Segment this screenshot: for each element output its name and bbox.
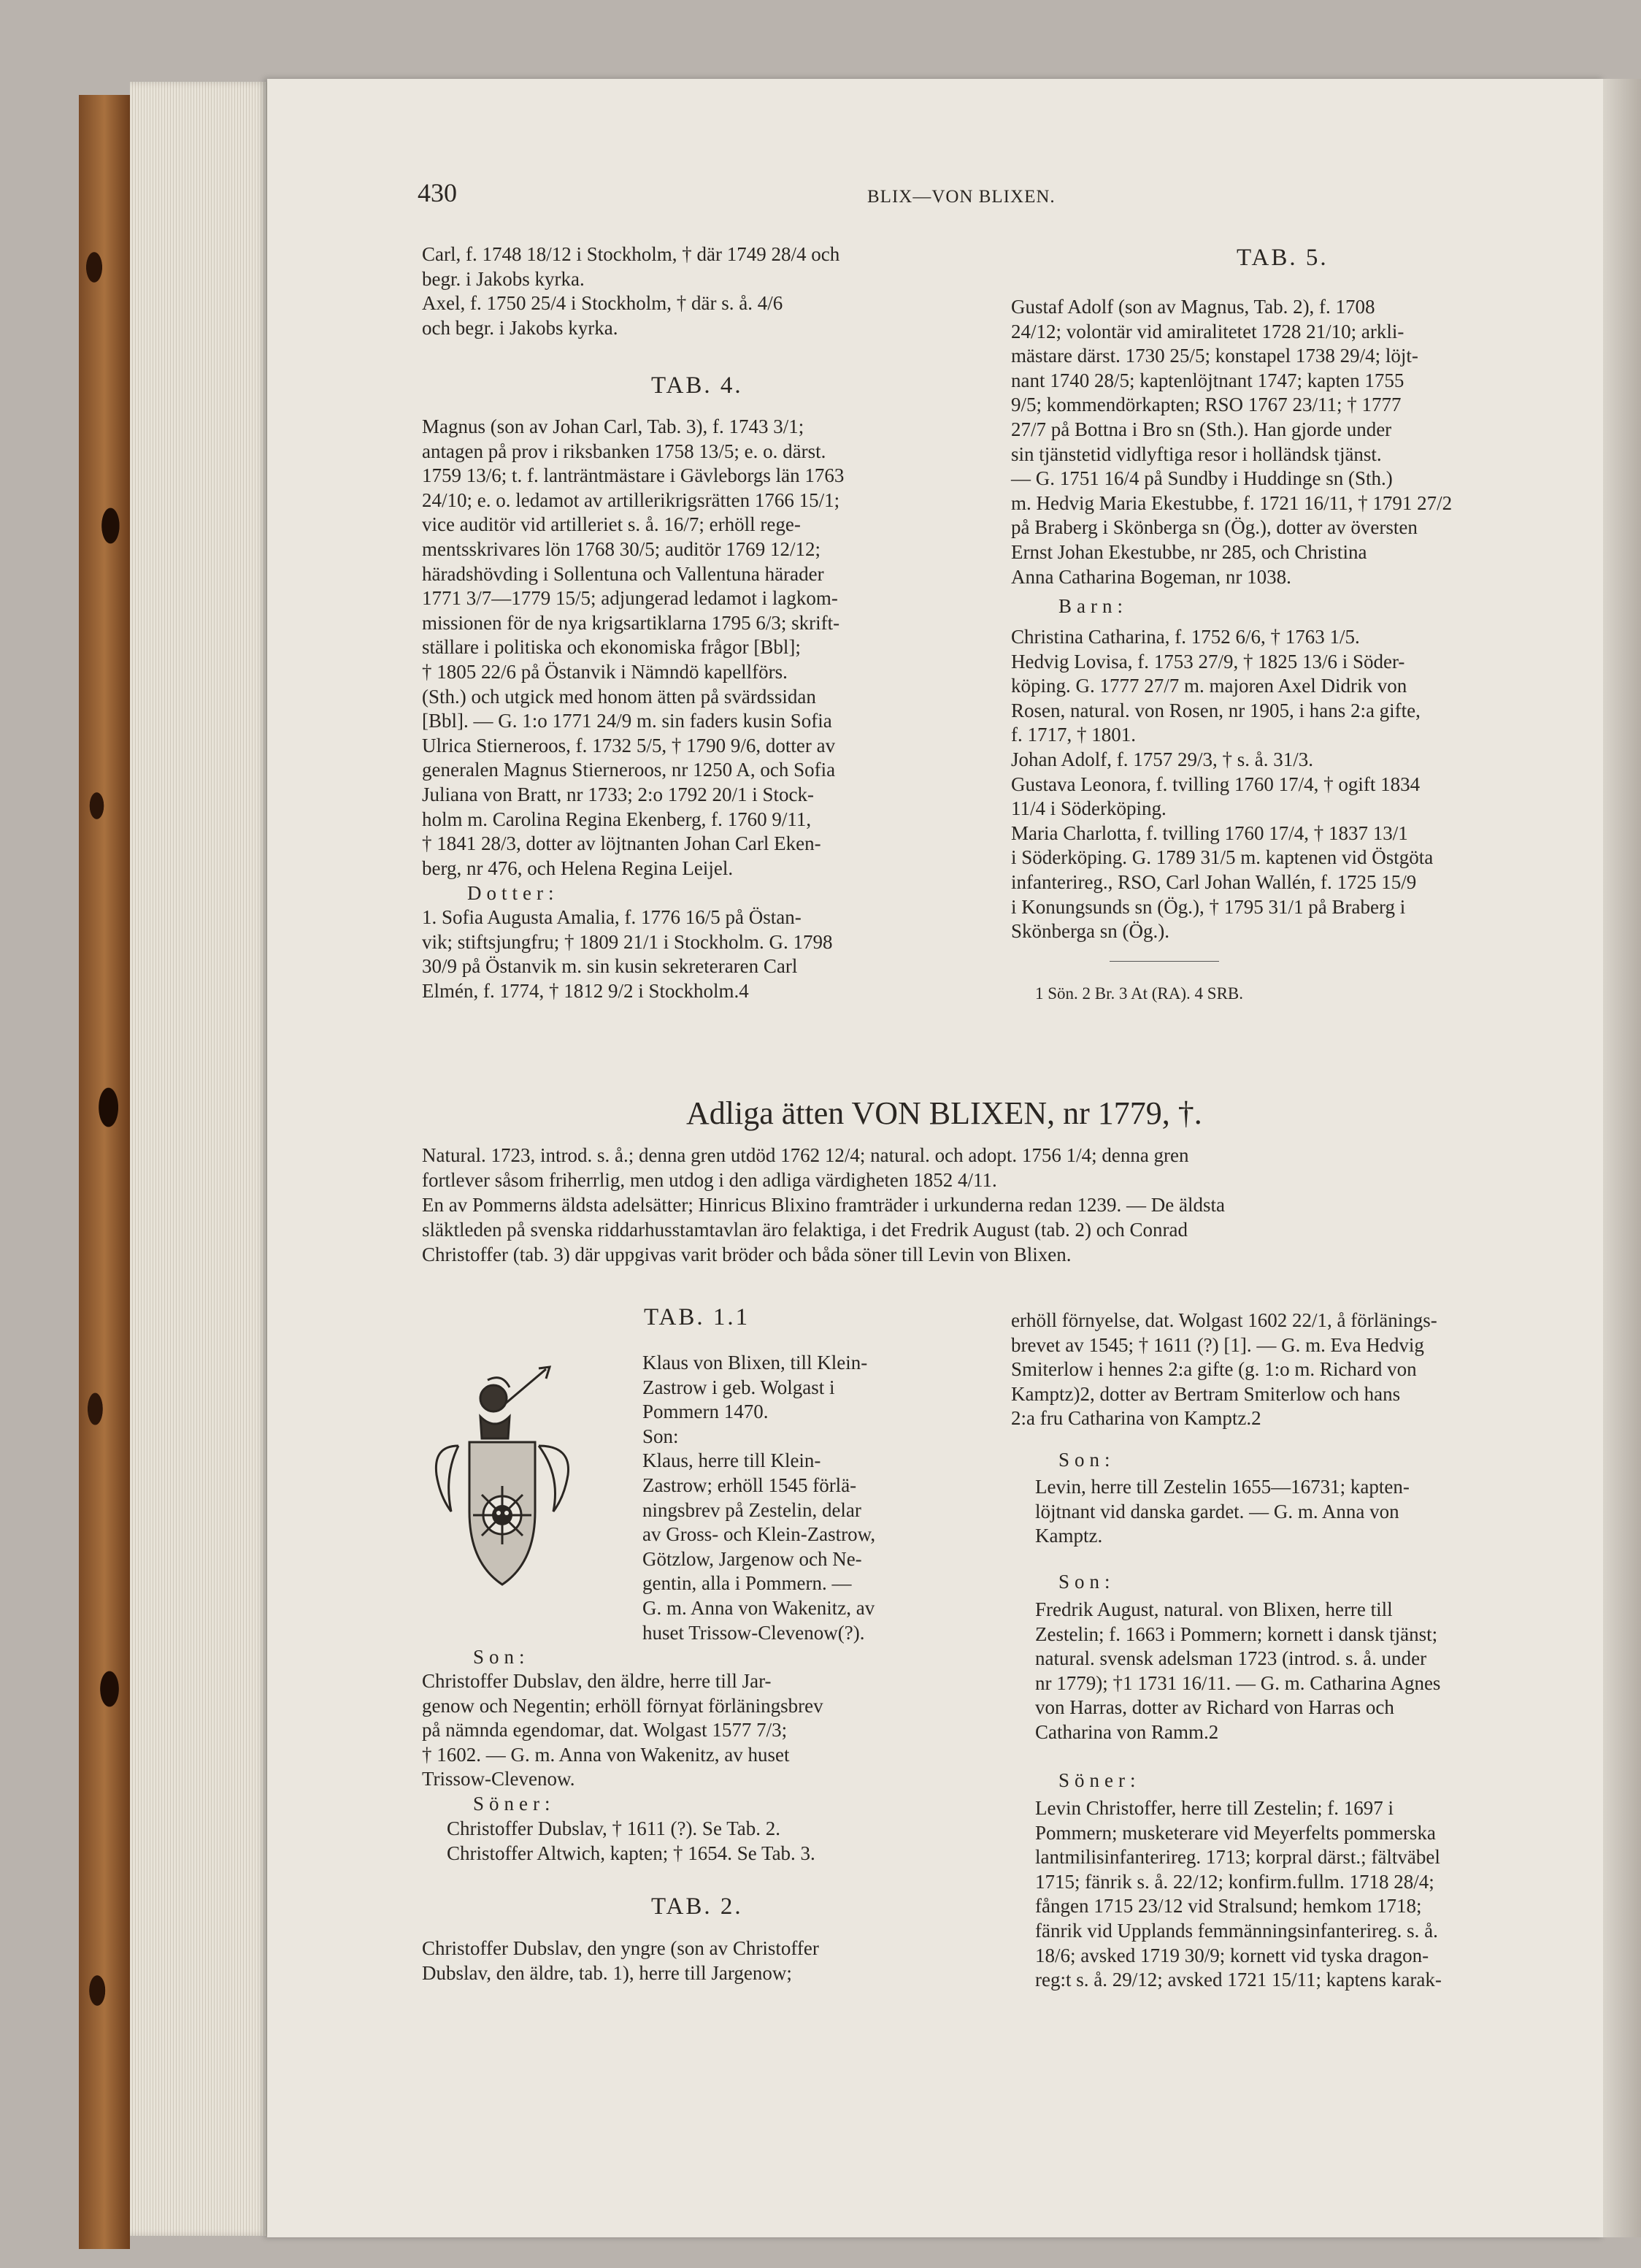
tab1-arms-text-line: Zastrow; erhöll 1545 förlä- [642,1474,857,1496]
tab5-line: 27/7 på Bottna i Bro sn (Sth.). Han gjorde under [1011,418,1392,440]
family-intro-line: fortlever såsom friherrlig, men utdog i den adliga värdigheten 1852 4/11. [422,1169,997,1191]
tab5-barn-line: köping. G. 1777 27/7 m. majoren Axel Didrik von [1011,675,1407,697]
tab4-line: 24/10; e. o. ledamot av artillerikrigsrätten 1766 15/1; [422,489,840,511]
tab5-barn-line: Johan Adolf, f. 1757 29/3, † s. å. 31/3. [1011,748,1313,770]
tab1-line: Trissow-Clevenow. [422,1768,575,1790]
rb-soner-label: Söner: [1058,1769,1141,1791]
tab4-line: ställare i politiska och ekonomiska frågor [Bbl]; [422,636,801,659]
rb-soner-line: reg:t s. å. 29/12; avsked 1721 15/11; kaptens karak- [1035,1969,1442,1991]
tab1-arms-text-line: Son: [642,1425,679,1447]
tab1-arms-text-line: gentin, alla i Pommern. — [642,1572,852,1595]
tab5-barn-line: Gustava Leonora, f. tvilling 1760 17/4, † ogift 1834 [1011,773,1421,795]
tab1-arms-text-line: Götzlow, Jargenow och Ne- [642,1547,862,1570]
running-title: BLIX—VON BLIXEN. [867,187,1056,207]
tab5-heading: TAB. 5. [1237,245,1329,271]
tab5-barn-line: f. 1717, † 1801. [1011,724,1136,746]
left-top-line: Carl, f. 1748 18/12 i Stockholm, † där 1749 28/4 och [422,243,840,265]
tab4-dotter-line: Elmén, f. 1774, † 1812 9/2 i Stockholm.4 [422,979,749,1002]
tab2-line: Christoffer Dubslav, den yngre (son av Christoffer [422,1937,819,1959]
tab4-line: mentsskrivares lön 1768 30/5; auditör 1769 12/12; [422,538,820,560]
tab4-line: 1771 3/7—1779 15/5; adjungerad ledamot i lagkom- [422,587,838,610]
book-cover-marbled [79,95,130,2249]
tab5-line: Gustaf Adolf (son av Magnus, Tab. 2), f. 1708 [1011,296,1375,318]
rb-intro-line: Smiterlow i hennes 2:a gifte (g. 1:o m. Richard von [1011,1358,1417,1381]
tab5-barn-line: Maria Charlotta, f. tvilling 1760 17/4, † 1837 13/1 [1011,821,1408,844]
left-top-line: begr. i Jakobs kyrka. [422,267,585,290]
tab4-line: Juliana von Bratt, nr 1733; 2:o 1792 20/1 i Stock- [422,784,814,805]
tab5-line: m. Hedvig Maria Ekestubbe, f. 1721 16/11, † 1791 27/2 [1011,491,1453,514]
tab5-barn-line: i Söderköping. G. 1789 31/5 m. kaptenen vid Östgöta [1011,846,1434,869]
tab5-barn-line: Rosen, natural. von Rosen, nr 1905, i hans 2:a gifte, [1011,699,1421,721]
tab5-line: nant 1740 28/5; kaptenlöjtnant 1747; kapten 1755 [1011,369,1404,391]
tab5-line: mästare därst. 1730 25/5; konstapel 1738 29/4; löjt- [1011,345,1418,367]
page-edges [130,82,269,2236]
left-top-line: Axel, f. 1750 25/4 i Stockholm, † där s. å. 4/6 [422,292,783,315]
page-number: 430 [418,178,457,207]
family-intro-line: Natural. 1723, introd. s. å.; denna gren utdöd 1762 12/4; natural. och adopt. 1756 1/4; denna gren [422,1144,1189,1166]
tab4-line: † 1841 28/3, dotter av löjtnanten Johan Carl Eken- [422,832,821,855]
tab4-line: Magnus (son av Johan Carl, Tab. 3), f. 1743 3/1; [422,415,804,437]
tab4-dotter-line: vik; stiftsjungfru; † 1809 21/1 i Stockholm. G. 1798 [422,930,833,953]
rb-son2-line: Fredrik August, natural. von Blixen, herre till [1035,1598,1393,1620]
rb-son1-label: Son: [1058,1449,1115,1471]
tab1-line: Christoffer Dubslav, den äldre, herre till Jar- [422,1670,772,1692]
tab2-heading: TAB. 2. [651,1893,743,1920]
tab4-line: antagen på prov i riksbanken 1758 13/5; e. o. därst. [422,440,826,462]
tab5-barn-line: Skönberga sn (Ög.). [1011,920,1169,943]
coat-of-arms-image [429,1358,575,1599]
tab4-line: generalen Magnus Stierneroos, nr 1250 A, och Sofia [422,759,836,781]
tab5-line: 24/12; volontär vid amiralitetet 1728 21/10; arkli- [1011,320,1404,342]
tab4-line: missionen för de nya krigsartiklarna 1795 6/3; skrift- [422,611,840,634]
rb-intro-line: erhöll förnyelse, dat. Wolgast 1602 22/1, å förlänings- [1011,1309,1437,1331]
tab5-barn-line: Hedvig Lovisa, f. 1753 27/9, † 1825 13/6 i Söder- [1011,650,1405,673]
tab1-arms-text-line: Klaus von Blixen, till Klein- [642,1352,868,1374]
rb-intro-line: brevet av 1545; † 1611 (?) [1]. — G. m. Eva Hedvig [1011,1333,1424,1356]
rb-soner-line: 1715; fänrik s. å. 22/12; konfirm.fullm. 1718 28/4; [1035,1870,1434,1893]
tab4-dotter-line: 1. Sofia Augusta Amalia, f. 1776 16/5 på Östan- [422,906,802,928]
rb-soner-line: fänrik vid Upplands femmänningsinfanterireg. s. å. [1035,1920,1438,1942]
tab1-line: † 1602. — G. m. Anna von Wakenitz, av huset [422,1743,790,1766]
rb-son2-line: natural. svensk adelsman 1723 (introd. s. å. under [1035,1647,1427,1670]
tab4-dotter-line: 30/9 på Östanvik m. sin kusin sekreteraren Carl [422,955,798,978]
tab1-arms-text-line: ningsbrev på Zestelin, delar [642,1498,861,1521]
tab4-heading: TAB. 4. [651,372,743,399]
tab4-line: vice auditör vid artilleriet s. å. 16/7; erhöll rege- [422,513,801,536]
tab4-line: [Bbl]. — G. 1:o 1771 24/9 m. sin faders kusin Sofia [422,710,832,732]
rb-soner-line: lantmilisinfanterireg. 1713; korpral därst.; fältväbel [1035,1846,1440,1869]
tab1-heading: TAB. 1.1 [644,1304,750,1330]
tab1-line: på nämnda egendomar, dat. Wolgast 1577 7/3; [422,1719,788,1742]
rb-intro-line: 2:a fru Catharina von Kamptz.2 [1011,1407,1261,1430]
family-intro-line: En av Pommerns äldsta adelsätter; Hinricus Blixino framträder i urkunderna redan 1239. — De äldsta [422,1194,1225,1216]
left-top-line: och begr. i Jakobs kyrka. [422,316,618,339]
tab4-line: Ulrica Stierneroos, f. 1732 5/5, † 1790 9/6, dotter av [422,734,836,756]
tab5-line: på Braberg i Skönberga sn (Ög.), dotter av översten [1011,516,1418,539]
tab5-line: Ernst Johan Ekestubbe, nr 285, och Christina [1011,541,1367,563]
family-title: Adliga ätten VON BLIXEN, nr 1779, †. [686,1095,1202,1131]
tab2-line: Dubslav, den äldre, tab. 1), herre till Jargenow; [422,1961,792,1984]
rb-intro-line: Kamptz)2, dotter av Bertram Smiterlow och hans [1011,1382,1401,1405]
rb-son2-line: nr 1779); †1 1731 16/11. — G. m. Catharina Agnes [1035,1671,1441,1694]
rb-son1-line: löjtnant vid danska gardet. — G. m. Anna von [1035,1500,1399,1522]
tab5-line: — G. 1751 16/4 på Sundby i Huddinge sn (Sth.) [1011,467,1393,490]
tab4-dotter-label: Dotter: [467,882,559,904]
rb-son2-label: Son: [1058,1571,1115,1593]
footnote-rule [1110,961,1219,962]
tab1-arms-text-line: G. m. Anna von Wakenitz, av [642,1597,875,1619]
tab4-line: häradshövding i Sollentuna och Vallentuna härader [422,562,824,585]
tab1-soner-line: Christoffer Dubslav, † 1611 (?). Se Tab. 2. [447,1817,781,1839]
rb-son1-line: Levin, herre till Zestelin 1655—16731; kapten- [1035,1476,1410,1498]
family-intro-line: släktleden på svenska riddarhusstamtavlan äro felaktiga, i det Fredrik August (tab. 2) och Conrad [422,1219,1188,1241]
footnotes: 1 Sön. 2 Br. 3 At (RA). 4 SRB. [1035,984,1243,1003]
tab1-arms-text-line: Zastrow i geb. Wolgast i [642,1376,835,1398]
tab4-line: † 1805 22/6 på Östanvik i Nämndö kapellförs. [422,661,788,683]
tab5-barn-label: Barn: [1058,595,1128,617]
rb-son1-line: Kamptz. [1035,1525,1103,1547]
tab1-arms-text-line: huset Trissow-Clevenow(?). [642,1621,865,1644]
tab5-line: Anna Catharina Bogeman, nr 1038. [1011,565,1291,588]
family-intro-line: Christoffer (tab. 3) där uppgivas varit bröder och båda söner till Levin von Blixen. [422,1244,1072,1265]
tab1-arms-text-line: av Gross- och Klein-Zastrow, [642,1523,876,1546]
page-gutter [1603,79,1641,2237]
tab1-soner-label: Söner: [473,1793,556,1815]
tab4-line: (Sth.) och utgick med honom ätten på svärdssidan [422,685,816,708]
rb-soner-line: fången 1715 23/12 vid Stralsund; hemkom 1718; [1035,1895,1422,1918]
tab1-arms-text-line: Pommern 1470. [642,1401,769,1423]
tab5-barn-line: Christina Catharina, f. 1752 6/6, † 1763 1/5. [1011,626,1360,648]
tab4-line: 1759 13/6; t. f. lanträntmästare i Gävleborgs län 1763 [422,464,845,487]
tab1-arms-text-line: Klaus, herre till Klein- [642,1449,821,1472]
rb-son2-line: von Harras, dotter av Richard von Harras och [1035,1696,1394,1719]
rb-soner-line: Pommern; musketerare vid Meyerfelts pommerska [1035,1821,1436,1844]
tab1-line: genow och Negentin; erhöll förnyat förläningsbrev [422,1694,823,1717]
rb-soner-line: Levin Christoffer, herre till Zestelin; f. 1697 i [1035,1797,1394,1819]
rb-son2-line: Zestelin; f. 1663 i Pommern; kornett i dansk tjänst; [1035,1623,1438,1645]
rb-son2-line: Catharina von Ramm.2 [1035,1721,1219,1743]
tab5-barn-line: i Konungsunds sn (Ög.), † 1795 31/1 på Braberg i [1011,895,1406,918]
rb-soner-line: 18/6; avsked 1719 30/9; kornett vid tyska dragon- [1035,1944,1429,1966]
tab5-line: sin tjänstetid vidlyftiga resor i holländsk tjänst. [1011,443,1382,465]
tab5-barn-line: 11/4 i Söderköping. [1011,797,1167,820]
tab5-line: 9/5; kommendörkapten; RSO 1767 23/11; † 1777 [1011,394,1402,416]
tab4-line: berg, nr 476, och Helena Regina Leijel. [422,857,734,879]
tab1-soner-line: Christoffer Altwich, kapten; † 1654. Se Tab. 3. [447,1842,815,1864]
tab1-son-label: Son: [473,1646,530,1668]
tab4-line: holm m. Carolina Regina Ekenberg, f. 1760 9/11, [422,808,812,830]
tab5-barn-line: infanterireg., RSO, Carl Johan Wallén, f. 1725 15/9 [1011,871,1417,893]
